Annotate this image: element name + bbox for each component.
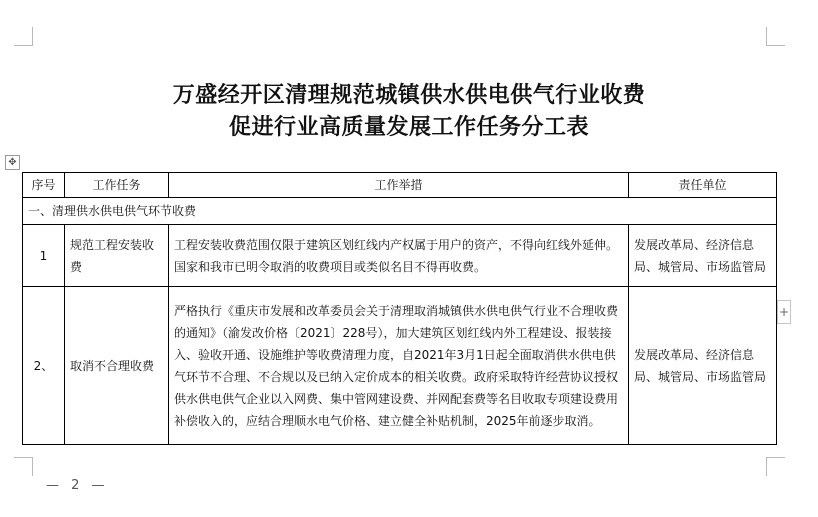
section-row [23,198,777,225]
row-unit: 发展改革局、经济信息局、城管局、市场监管局 [629,287,777,445]
row-unit: 发展改革局、经济信息局、城管局、市场监管局 [629,225,777,287]
crop-mark-bottom-left [14,457,33,476]
header-measure: 工作举措 [169,173,629,198]
crop-mark-top-right [766,27,785,46]
header-unit: 责任单位 [629,173,777,198]
move-icon[interactable]: ✥ [5,155,20,170]
plus-icon[interactable]: + [777,300,791,324]
row-measure: 工程安装收费范围仅限于建筑区划红线内产权属于用户的资产，不得向红线外延伸。国家和我市已明令取消的收费项目或类似名目不得再收费。 [169,225,629,287]
table-row [23,225,777,287]
row-number: 2、 [23,287,65,445]
header-task: 工作任务 [65,173,169,198]
crop-mark-bottom-right [766,457,785,476]
page-number: — 2 — [46,478,109,493]
document-title-line-1: 万盛经开区清理规范城镇供水供电供气行业收费 [172,83,646,108]
table-row [23,287,777,445]
row-number: 1 [23,225,65,287]
task-table [22,172,777,445]
row-task: 取消不合理收费 [65,287,169,445]
section-title: 一、清理供水供电供气环节收费 [23,198,777,225]
row-measure: 严格执行《重庆市发展和改革委员会关于清理取消城镇供水供电供气行业不合理收费的通知》（渝发改价格〔2021〕228号），加大建筑区划红线内外工程建设、报装接入、验收开通、设施维护等收费清理力度，自2021年3月1日起全面取消供水供电供气环节不合理、不合规以及已纳入定价成本的相关收费。政府采取特许经营协议授权供水供电供气企业以入网费、集中管网建设费、并网配套费等名目收取专项建设费用补偿收入的，应结合理顺水电气价格、建立健全补贴机制，2025年前逐步取消。 [169,287,629,445]
document-title-line-2: 促进行业高质量发展工作任务分工表 [228,115,589,140]
table-header-row [23,173,777,198]
row-task: 规范工程安装收费 [65,225,169,287]
header-number: 序号 [23,173,65,198]
crop-mark-top-left [14,27,33,46]
